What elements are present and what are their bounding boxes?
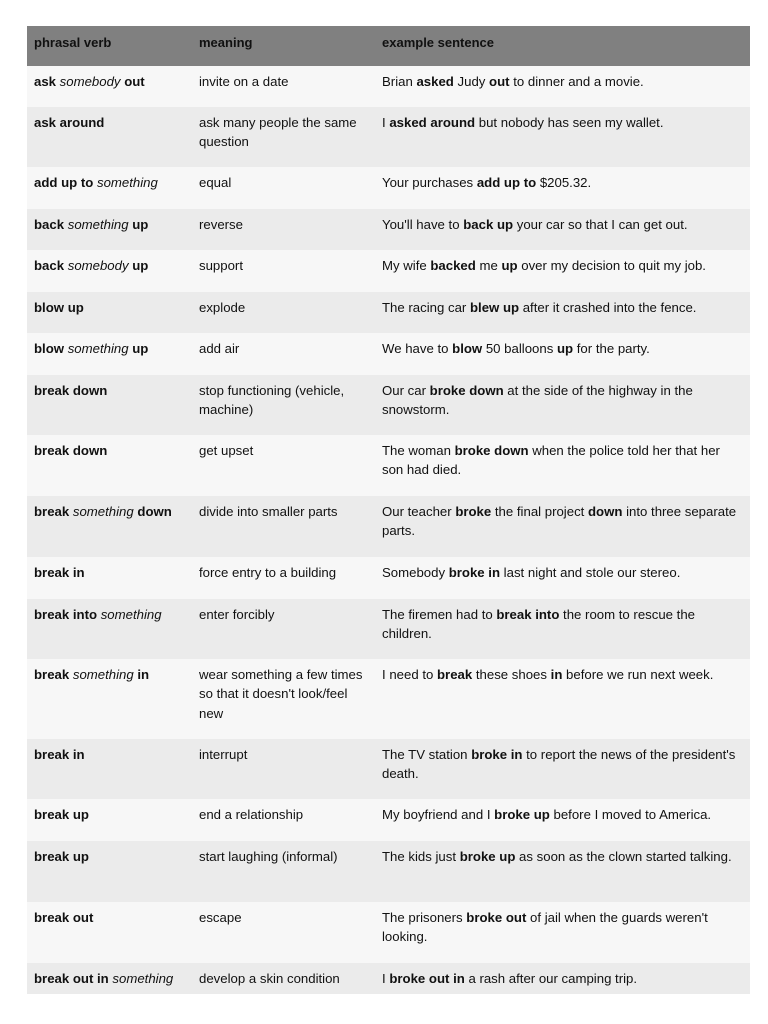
table-row	[27, 167, 750, 209]
phrasal-verb-cell: break down	[27, 435, 192, 496]
meaning-cell: invite on a date	[192, 66, 375, 107]
example-sentence-cell: The prisoners broke out of jail when the guards weren't looking.	[375, 902, 750, 963]
example-sentence-cell: I broke out in a rash after our camping trip.	[375, 963, 750, 994]
example-sentence-cell: We have to blow 50 balloons up for the party.	[375, 333, 750, 375]
phrasal-verb-cell: break in	[27, 739, 192, 799]
meaning-cell: escape	[192, 902, 375, 963]
table-row	[27, 496, 750, 557]
header-row	[27, 26, 750, 66]
header-phrasal-verb: phrasal verb	[27, 26, 192, 66]
table-body	[27, 66, 750, 994]
meaning-cell: explode	[192, 292, 375, 333]
phrasal-verb-cell: blow something up	[27, 333, 192, 375]
example-sentence-cell: The firemen had to break into the room to rescue the children.	[375, 599, 750, 659]
meaning-cell: end a relationship	[192, 799, 375, 841]
example-sentence-cell: I need to break these shoes in before we run next week.	[375, 659, 750, 739]
example-sentence-cell: Our car broke down at the side of the highway in the snowstorm.	[375, 375, 750, 435]
phrasal-verb-table	[27, 26, 750, 994]
meaning-cell: reverse	[192, 209, 375, 250]
table-row	[27, 599, 750, 659]
phrasal-verb-cell: back something up	[27, 209, 192, 250]
meaning-cell: start laughing (informal)	[192, 841, 375, 902]
table-row	[27, 557, 750, 599]
meaning-cell: support	[192, 250, 375, 292]
table-row	[27, 375, 750, 435]
example-sentence-cell: My wife backed me up over my decision to quit my job.	[375, 250, 750, 292]
example-sentence-cell: Our teacher broke the final project down into three separate parts.	[375, 496, 750, 557]
meaning-cell: stop functioning (vehicle, machine)	[192, 375, 375, 435]
phrasal-verb-cell: add up to something	[27, 167, 192, 209]
meaning-cell: ask many people the same question	[192, 107, 375, 167]
example-sentence-cell: The woman broke down when the police told her that her son had died.	[375, 435, 750, 496]
table-row	[27, 435, 750, 496]
phrasal-verb-table-page	[27, 26, 750, 994]
example-sentence-cell: Brian asked Judy out to dinner and a movie.	[375, 66, 750, 107]
phrasal-verb-cell: ask somebody out	[27, 66, 192, 107]
phrasal-verb-cell: break up	[27, 799, 192, 841]
meaning-cell: wear something a few times so that it doesn't look/feel new	[192, 659, 375, 739]
phrasal-verb-cell: break in	[27, 557, 192, 599]
meaning-cell: force entry to a building	[192, 557, 375, 599]
meaning-cell: get upset	[192, 435, 375, 496]
table-row	[27, 841, 750, 902]
table-row	[27, 292, 750, 333]
example-sentence-cell: The TV station broke in to report the news of the president's death.	[375, 739, 750, 799]
meaning-cell: add air	[192, 333, 375, 375]
phrasal-verb-cell: ask around	[27, 107, 192, 167]
meaning-cell: enter forcibly	[192, 599, 375, 659]
phrasal-verb-cell: blow up	[27, 292, 192, 333]
meaning-cell: interrupt	[192, 739, 375, 799]
example-sentence-cell: You'll have to back up your car so that I can get out.	[375, 209, 750, 250]
table-row	[27, 799, 750, 841]
table-row	[27, 902, 750, 963]
phrasal-verb-cell: break down	[27, 375, 192, 435]
meaning-cell: develop a skin condition	[192, 963, 375, 994]
phrasal-verb-cell: break out in something	[27, 963, 192, 994]
example-sentence-cell: Somebody broke in last night and stole our stereo.	[375, 557, 750, 599]
example-sentence-cell: I asked around but nobody has seen my wallet.	[375, 107, 750, 167]
meaning-cell: divide into smaller parts	[192, 496, 375, 557]
table-row	[27, 333, 750, 375]
phrasal-verb-cell: break out	[27, 902, 192, 963]
table-row	[27, 739, 750, 799]
example-sentence-cell: The racing car blew up after it crashed into the fence.	[375, 292, 750, 333]
table-row	[27, 66, 750, 107]
table-row	[27, 963, 750, 994]
header-example-sentence: example sentence	[375, 26, 750, 66]
phrasal-verb-cell: break up	[27, 841, 192, 902]
example-sentence-cell: Your purchases add up to $205.32.	[375, 167, 750, 209]
phrasal-verb-cell: break something down	[27, 496, 192, 557]
table-row	[27, 250, 750, 292]
phrasal-verb-cell: break into something	[27, 599, 192, 659]
example-sentence-cell: The kids just broke up as soon as the clown started talking.	[375, 841, 750, 902]
table-row	[27, 659, 750, 739]
phrasal-verb-cell: back somebody up	[27, 250, 192, 292]
phrasal-verb-cell: break something in	[27, 659, 192, 739]
table-row	[27, 209, 750, 250]
example-sentence-cell: My boyfriend and I broke up before I moved to America.	[375, 799, 750, 841]
table-row	[27, 107, 750, 167]
meaning-cell: equal	[192, 167, 375, 209]
header-meaning: meaning	[192, 26, 375, 66]
